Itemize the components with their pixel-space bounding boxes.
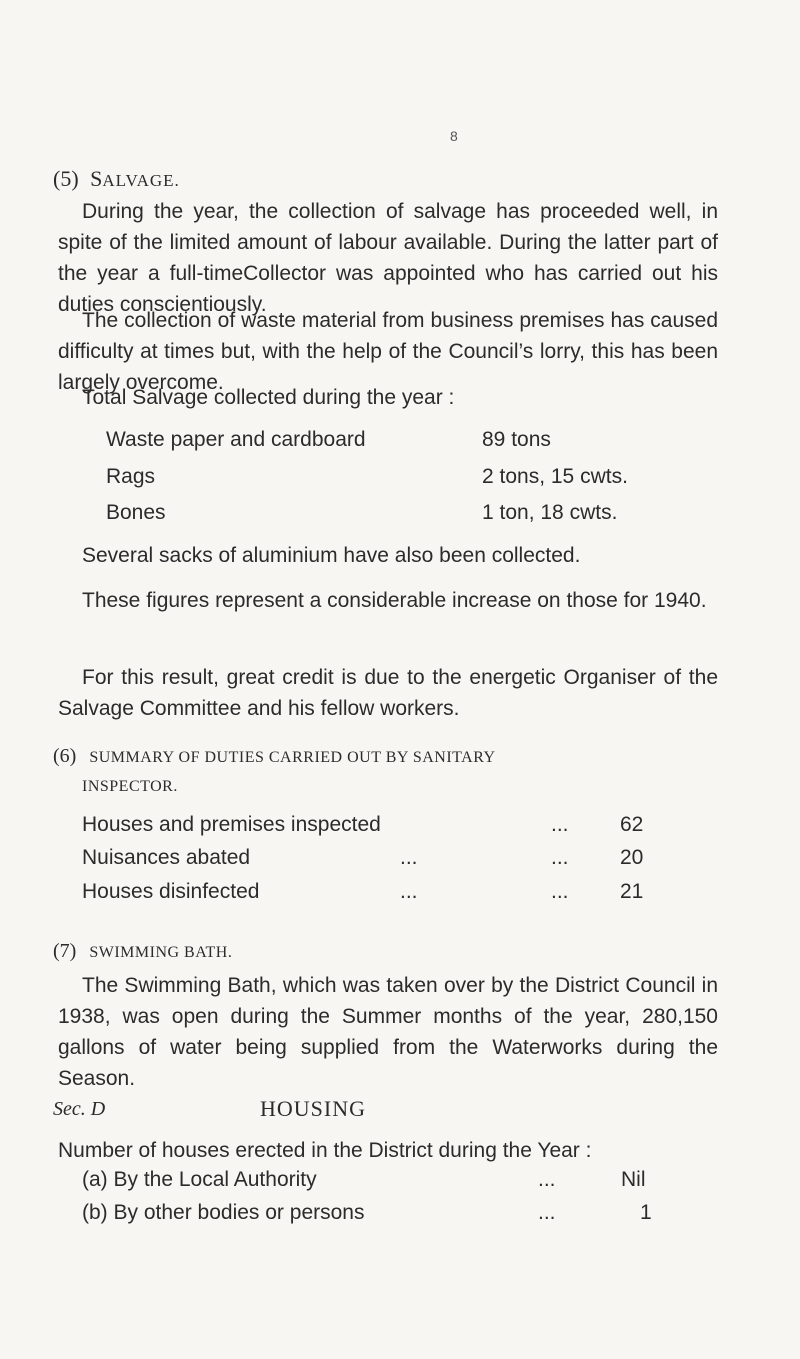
summary-heading-line2: INSPECTOR. (82, 778, 178, 795)
summary-row-dots: ... (400, 846, 418, 869)
salvage-item-value: 2 tons, 15 cwts. (482, 465, 628, 488)
summary-row-dots: ... (551, 846, 569, 869)
housing-row-dots: ... (538, 1168, 556, 1191)
salvage-paragraph-1: During the year, the collection of salvage has proceeded well, in spite of the limited amount of labour available. During the latter part of the year a full-timeCollector was appointed who has carried out his duties conscientiously. (58, 200, 718, 316)
salvage-item-label: Bones (106, 501, 166, 524)
salvage-item-label: Rags (106, 465, 156, 488)
swimming-paragraph: The Swimming Bath, which was taken over by the District Council in 1938, was open during the Summer months of the year, 280,150 gallons of water being supplied from the Waterworks during the Season. (58, 974, 718, 1090)
swimming-heading (53, 940, 232, 963)
swimming-heading-text: SWIMMING BATH. (89, 944, 233, 961)
summary-row-dots: ... (551, 813, 569, 836)
summary-row-value: 62 (620, 813, 644, 836)
housing-intro: Number of houses erected in the District during the Year : (58, 1139, 592, 1162)
summary-row-dots: ... (400, 880, 418, 903)
swimming-number: (7) (53, 940, 77, 962)
housing-row-value: 1 (640, 1201, 652, 1224)
salvage-heading (53, 163, 180, 196)
salvage-paragraph-3: Several sacks of aluminium have also been collected. (82, 544, 581, 567)
housing-section-label: Sec. D (53, 1098, 106, 1120)
housing-row-value: Nil (621, 1168, 646, 1191)
salvage-total-intro: Total Salvage collected during the year : (82, 386, 455, 409)
summary-row-dots: ... (551, 880, 569, 903)
summary-heading-line1: SUMMARY OF DUTIES CARRIED OUT BY SANITARY (89, 749, 496, 766)
salvage-item-value: 1 ton, 18 cwts. (482, 501, 618, 524)
salvage-item-label: Waste paper and cardboard (106, 428, 366, 451)
summary-row-label: Nuisances abated (82, 846, 251, 869)
summary-row-label: Houses and premises inspected (82, 813, 381, 836)
summary-row-label: Houses disinfected (82, 880, 260, 903)
salvage-paragraph-5: For this result, great credit is due to the energetic Organiser of the Salvage Committee and his fellow workers. (58, 666, 718, 720)
salvage-number: (5) (53, 166, 79, 191)
housing-row-label: (b) By other bodies or persons (82, 1201, 365, 1224)
summary-number: (6) (53, 745, 77, 767)
summary-row-value: 20 (620, 846, 644, 869)
summary-row-value: 21 (620, 880, 644, 903)
housing-row-label: (a) By the Local Authority (82, 1168, 317, 1191)
housing-heading: HOUSING (260, 1096, 366, 1121)
salvage-heading-initial: S (90, 166, 103, 191)
salvage-item-value: 89 tons (482, 428, 551, 451)
summary-heading (53, 745, 496, 768)
page-number: 8 (450, 128, 458, 144)
housing-row-dots: ... (538, 1201, 556, 1224)
salvage-paragraph-2: The collection of waste material from business premises has caused difficulty at times but, with the help of the Council’s lorry, this has been largely overcome. (58, 309, 718, 394)
salvage-paragraph-4: These figures represent a considerable increase on those for 1940. (82, 589, 707, 612)
salvage-heading-rest: ALVAGE. (102, 171, 180, 190)
